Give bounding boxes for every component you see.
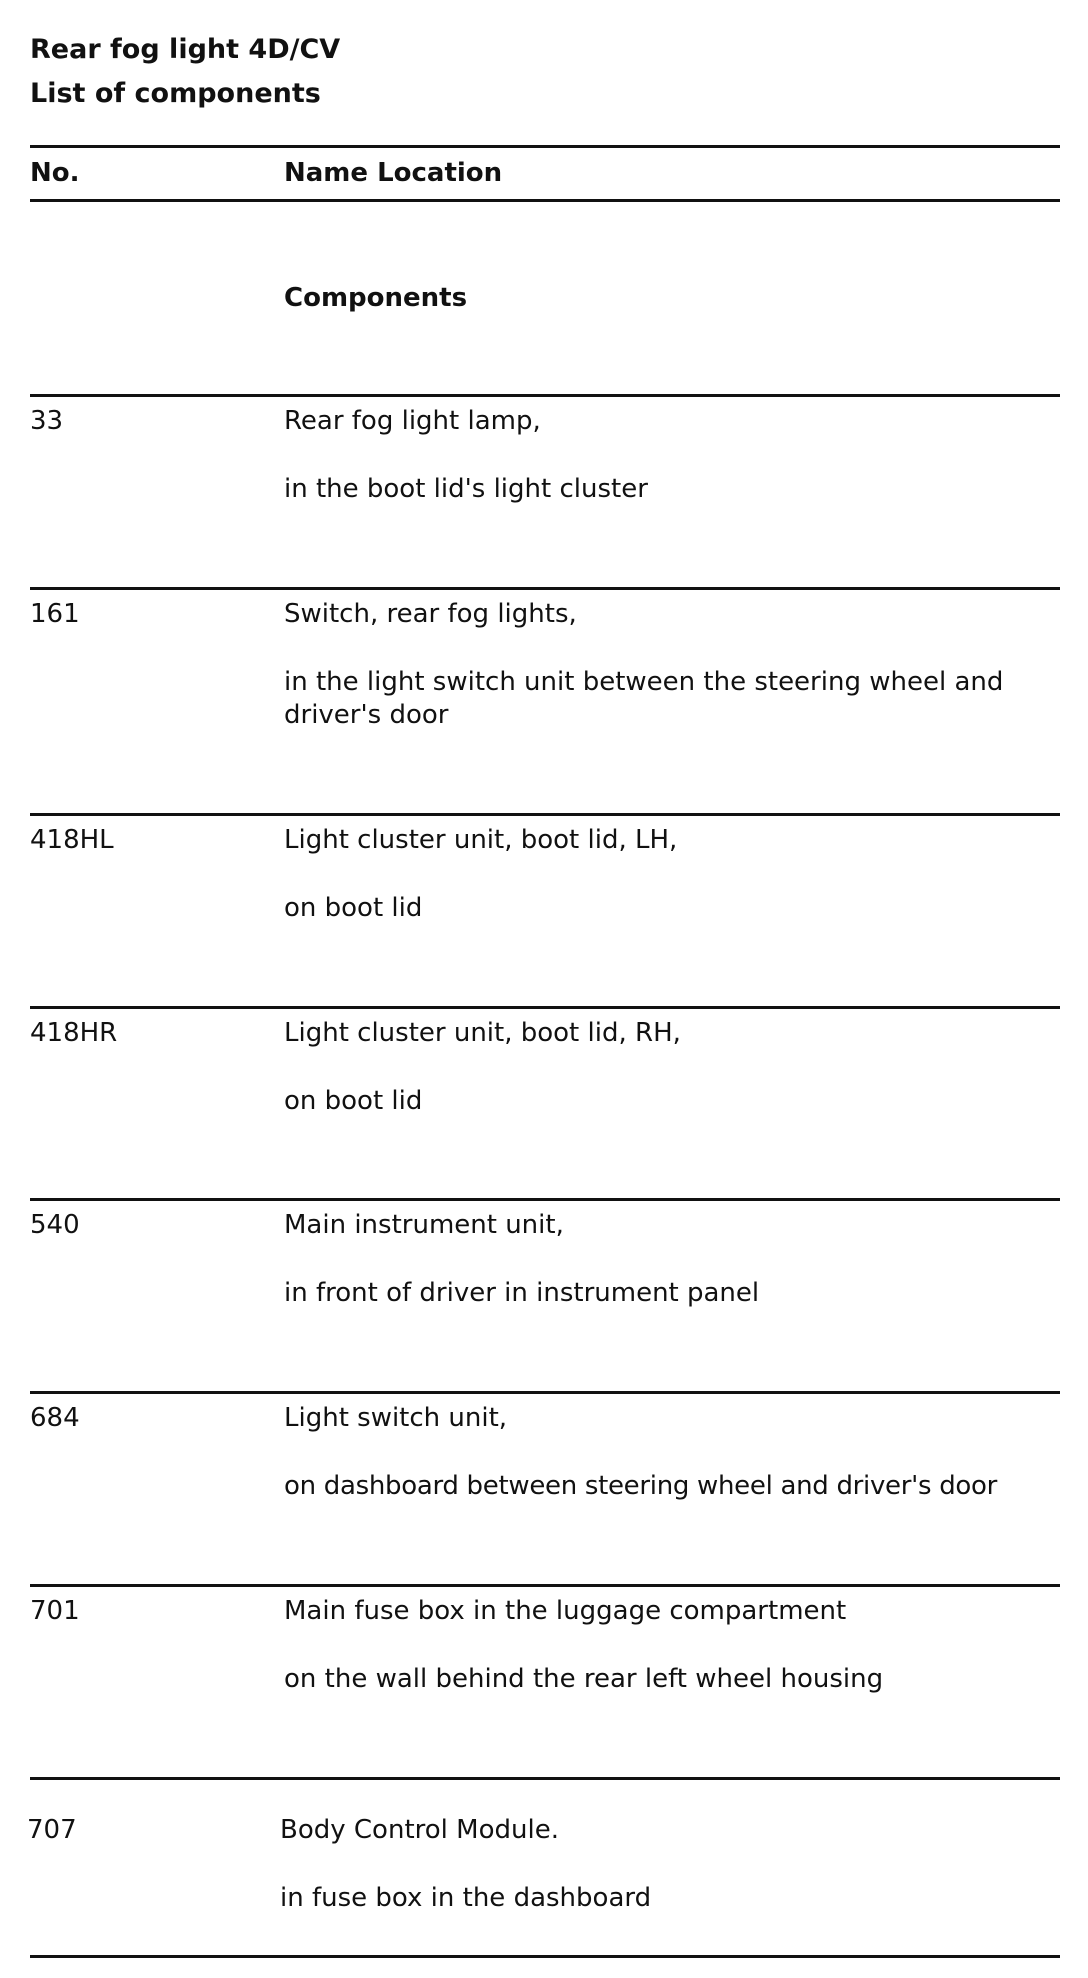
row-name: Body Control Module.	[280, 1815, 559, 1845]
header-bottom-rule	[30, 199, 1060, 202]
document-title: Rear fog light 4D/CV	[30, 34, 341, 65]
row-no: 684	[30, 1403, 80, 1433]
row-name: Switch, rear fog lights,	[284, 599, 577, 629]
row-location: in the boot lid's light cluster	[284, 474, 648, 504]
row-name: Light cluster unit, boot lid, LH,	[284, 825, 678, 855]
row-no: 707	[27, 1815, 77, 1845]
section-label-components: Components	[284, 283, 468, 313]
row-location: on the wall behind the rear left wheel housing	[284, 1664, 884, 1694]
row-location: on boot lid	[284, 893, 423, 923]
row-divider	[30, 813, 1060, 816]
header-no: No.	[30, 158, 80, 188]
row-name: Main fuse box in the luggage compartment	[284, 1596, 847, 1626]
row-name: Rear fog light lamp,	[284, 406, 541, 436]
row-name: Light cluster unit, boot lid, RH,	[284, 1018, 681, 1048]
row-divider	[30, 1584, 1060, 1587]
row-no: 418HR	[30, 1018, 118, 1048]
row-no: 701	[30, 1596, 80, 1626]
table-top-rule	[30, 145, 1060, 148]
row-divider	[30, 1006, 1060, 1009]
row-no: 33	[30, 406, 64, 436]
row-no: 161	[30, 599, 80, 629]
header-name-location: Name Location	[284, 158, 503, 188]
row-divider	[30, 394, 1060, 397]
row-divider	[30, 1198, 1060, 1201]
table-bottom-rule	[30, 1955, 1060, 1958]
row-location: in front of driver in instrument panel	[284, 1278, 760, 1308]
row-location: in fuse box in the dashboard	[280, 1883, 652, 1913]
row-divider	[30, 1777, 1060, 1780]
row-divider	[30, 587, 1060, 590]
row-location: in the light switch unit between the steering wheel and driver's door	[284, 667, 1004, 730]
row-no: 418HL	[30, 825, 114, 855]
row-divider	[30, 1391, 1060, 1394]
row-name: Light switch unit,	[284, 1403, 508, 1433]
row-location: on dashboard between steering wheel and driver's door	[284, 1471, 998, 1501]
document-subtitle: List of components	[30, 78, 321, 109]
row-no: 540	[30, 1210, 80, 1240]
row-location: on boot lid	[284, 1086, 423, 1116]
row-name: Main instrument unit,	[284, 1210, 564, 1240]
